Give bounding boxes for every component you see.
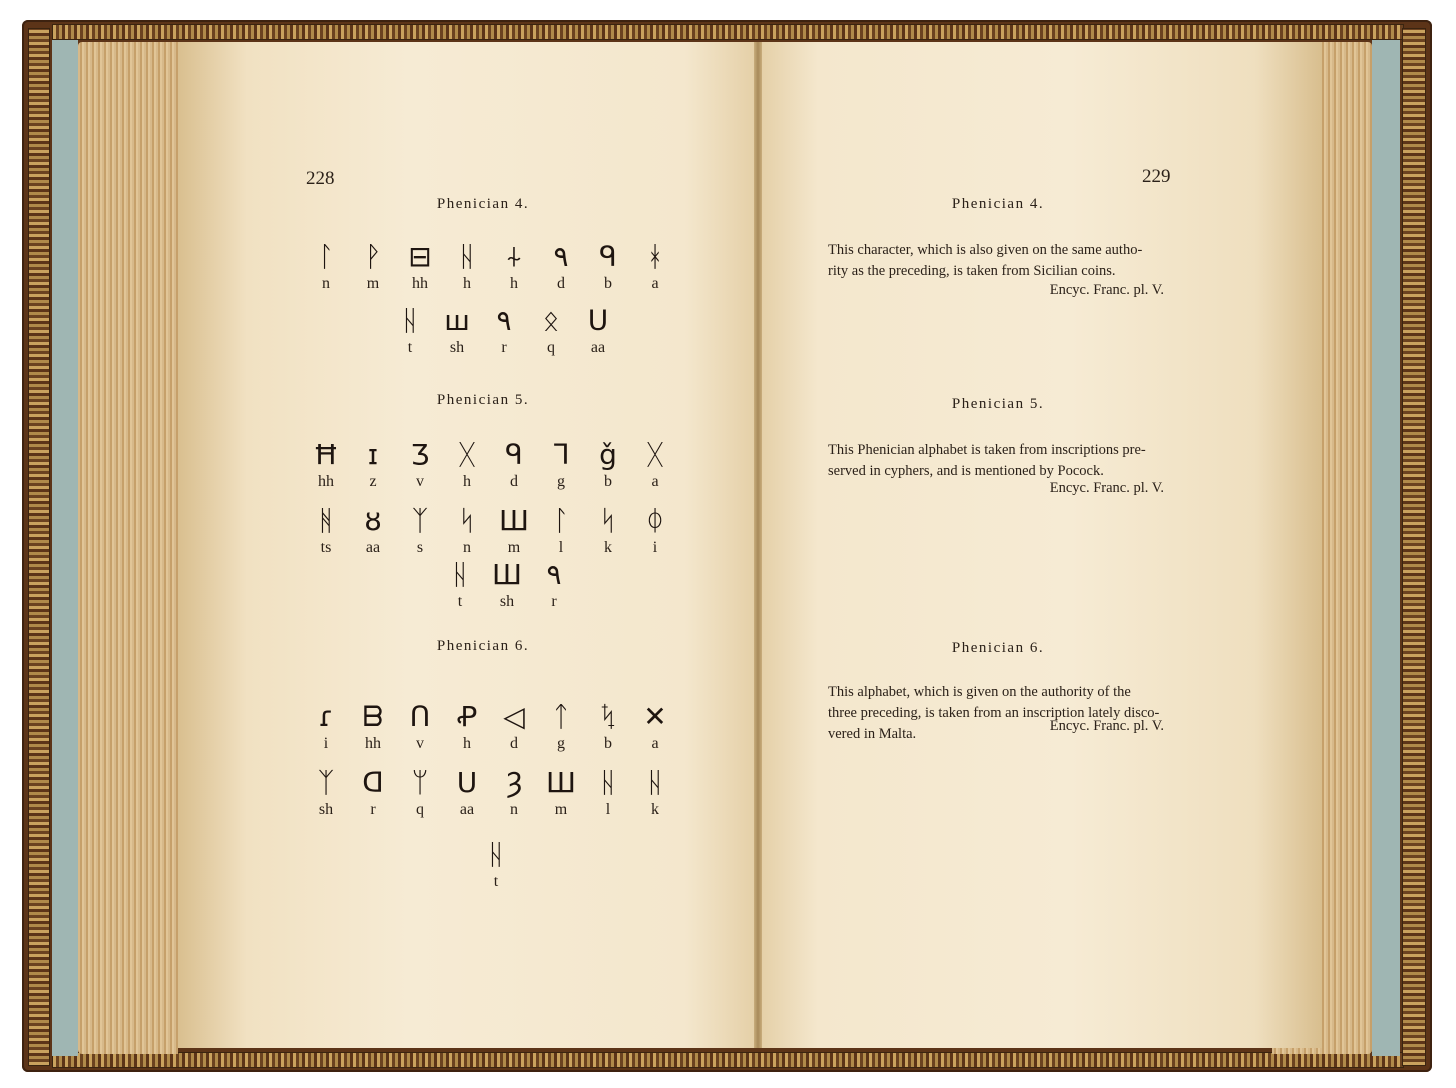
transliteration-label: k <box>604 539 612 556</box>
phenician-glyph: ◁ <box>503 700 525 733</box>
transliteration-label: i <box>652 539 658 556</box>
letter-cell <box>635 766 675 820</box>
phenician-glyph: ᛪ <box>599 700 617 733</box>
phenician-glyph: ᛉ <box>411 504 429 537</box>
page-number: 229 <box>1142 166 1171 187</box>
phenician-glyph: ᚺ <box>451 558 469 591</box>
transliteration-label: g <box>557 473 565 490</box>
letter-cell <box>588 700 628 754</box>
phenician-glyph: ᗷ <box>362 700 384 733</box>
phenician-glyph: ᛏ <box>552 700 570 733</box>
transliteration-label: n <box>322 275 330 292</box>
book-gutter <box>754 42 762 1048</box>
phenician-glyph: ᚺ <box>458 240 476 273</box>
letter-cell <box>306 240 346 294</box>
citation: Encyc. Franc. pl. V. <box>1049 718 1164 734</box>
transliteration-label: i <box>323 735 329 752</box>
letter-cell <box>447 240 487 294</box>
letter-cell <box>353 700 393 754</box>
transliteration-label: r <box>501 339 507 356</box>
letter-cell <box>400 700 440 754</box>
text-line: vered in Malta. <box>828 726 917 742</box>
transliteration-label: t <box>493 873 499 890</box>
phenician-glyph: ᚷ <box>646 438 664 471</box>
description-paragraph <box>828 240 1164 282</box>
phenician-glyph: ٩ <box>546 558 562 591</box>
transliteration-label: g <box>557 735 565 752</box>
transliteration-label: t <box>457 593 463 610</box>
transliteration-label: b <box>604 275 612 292</box>
phenician-glyph: ᑌ <box>587 304 609 337</box>
text-line: served in cyphers, and is mentioned by Pocock. <box>828 463 1104 479</box>
text-line: This character, which is also given on the same autho- <box>828 242 1143 258</box>
phenician-glyph: Ħ <box>313 438 339 471</box>
transliteration-label: d <box>557 275 565 292</box>
letter-cell <box>353 504 393 558</box>
letter-cell <box>635 438 675 492</box>
section-title: Phenician 6. <box>951 640 1045 656</box>
transliteration-label: m <box>366 275 380 292</box>
transliteration-label: hh <box>412 275 428 292</box>
section-title: Phenician 5. <box>951 396 1045 412</box>
letter-cell <box>447 504 487 558</box>
phenician-glyph: ȣ <box>364 504 382 537</box>
phenician-glyph: ᚺ <box>487 838 505 871</box>
phenician-glyph: ᚻ <box>317 504 335 537</box>
letter-cell <box>353 438 393 492</box>
transliteration-label: h <box>463 473 471 490</box>
transliteration-label: aa <box>590 339 606 356</box>
pastedown-right <box>1372 40 1400 1056</box>
text-line: three preceding, is taken from an inscription lately disco- <box>828 705 1160 721</box>
pastedown-left <box>52 40 78 1056</box>
transliteration-label: l <box>558 539 564 556</box>
right-page <box>762 42 1322 1048</box>
phenician-glyph: U <box>456 766 478 799</box>
letter-cell <box>400 504 440 558</box>
letter-cell <box>437 304 477 358</box>
section-title: Phenician 5. <box>436 392 530 408</box>
left-page <box>178 42 754 1048</box>
phenician-glyph: ᚹ <box>364 240 382 273</box>
phenician-glyph: ᒣ <box>552 438 570 471</box>
transliteration-label: v <box>416 473 424 490</box>
letter-cell <box>494 240 534 294</box>
letter-cell <box>635 504 675 558</box>
phenician-glyph: ᛚ <box>552 504 570 537</box>
letter-cell <box>484 304 524 358</box>
transliteration-label: h <box>510 275 518 292</box>
phenician-glyph: ٩ <box>496 304 512 337</box>
greek-key-border-top <box>52 24 1404 40</box>
letter-cell <box>476 838 516 892</box>
letter-cell <box>487 558 527 612</box>
text-line: rity as the preceding, is taken from Sicilian coins. <box>828 263 1116 279</box>
letter-cell <box>306 438 346 492</box>
phenician-glyph: Ш <box>492 558 522 591</box>
letter-cell <box>494 766 534 820</box>
citation: Encyc. Franc. pl. V. <box>1049 282 1164 298</box>
letter-cell <box>635 240 675 294</box>
description-paragraph <box>828 440 1164 482</box>
transliteration-label: n <box>510 801 518 818</box>
phenician-glyph: ᛉ <box>317 766 335 799</box>
phenician-glyph: ᑫ <box>505 438 523 471</box>
section-title: Phenician 6. <box>436 638 530 654</box>
letter-cell <box>353 766 393 820</box>
transliteration-label: q <box>416 801 424 818</box>
phenician-glyph: ⍭ <box>505 240 523 273</box>
transliteration-label: sh <box>449 339 465 356</box>
phenician-glyph: ɪ <box>367 438 379 471</box>
transliteration-label: k <box>651 801 659 818</box>
letter-cell <box>534 558 574 612</box>
phenician-glyph: ✕ <box>643 700 667 733</box>
transliteration-label: sh <box>499 593 515 610</box>
letter-cell <box>353 240 393 294</box>
transliteration-label: hh <box>318 473 334 490</box>
letter-cell <box>306 504 346 558</box>
letter-cell <box>541 438 581 492</box>
letter-cell <box>400 438 440 492</box>
greek-key-border-bottom <box>52 1052 1404 1068</box>
phenician-glyph: ᚷ <box>458 438 476 471</box>
letter-cell <box>494 700 534 754</box>
transliteration-label: t <box>407 339 413 356</box>
phenician-glyph: ᛟ <box>542 304 560 337</box>
phenician-glyph: ᚼ <box>646 240 664 273</box>
phenician-glyph: ٩ <box>553 240 569 273</box>
letter-cell <box>531 304 571 358</box>
letter-cell <box>390 304 430 358</box>
section-title: Phenician 4. <box>436 196 530 212</box>
phenician-glyph: Ш <box>546 766 576 799</box>
transliteration-label: r <box>551 593 557 610</box>
section-title: Phenician 4. <box>951 196 1045 212</box>
letter-cell <box>541 766 581 820</box>
book-cover <box>22 20 1432 1072</box>
letter-cell <box>588 438 628 492</box>
phenician-glyph: ⊟ <box>408 240 432 273</box>
letter-cell <box>306 766 346 820</box>
letter-cell <box>578 304 618 358</box>
phenician-glyph: ǧ <box>599 438 617 471</box>
letter-cell <box>635 700 675 754</box>
transliteration-label: hh <box>365 735 381 752</box>
transliteration-label: v <box>416 735 424 752</box>
phenician-glyph: ᚺ <box>646 766 664 799</box>
transliteration-label: b <box>604 473 612 490</box>
phenician-glyph: ᛋ <box>599 504 617 537</box>
description-paragraph <box>828 682 1164 745</box>
letter-cell <box>447 438 487 492</box>
transliteration-label: r <box>370 801 376 818</box>
text-line: This alphabet, which is given on the authority of the <box>828 684 1131 700</box>
greek-key-border-left <box>28 28 50 1066</box>
letter-cell <box>494 504 534 558</box>
phenician-glyph: ᛘ <box>411 766 429 799</box>
letter-cell <box>541 700 581 754</box>
transliteration-label: sh <box>318 801 334 818</box>
transliteration-label: z <box>369 473 377 490</box>
transliteration-label: n <box>463 539 471 556</box>
letter-cell <box>447 766 487 820</box>
letter-cell <box>440 558 480 612</box>
transliteration-label: q <box>547 339 555 356</box>
transliteration-label: s <box>416 539 424 556</box>
letter-cell <box>400 240 440 294</box>
phenician-glyph: ᑫ <box>599 240 617 273</box>
page-edges-left <box>78 42 178 1054</box>
phenician-glyph: Ʒ <box>410 438 430 471</box>
letter-cell <box>541 240 581 294</box>
phenician-glyph: ᛰ <box>646 504 664 537</box>
phenician-glyph: ᗡ <box>362 766 384 799</box>
transliteration-label: m <box>554 801 568 818</box>
phenician-glyph: ᚺ <box>599 766 617 799</box>
phenician-glyph: ᑎ <box>409 700 431 733</box>
transliteration-label: a <box>651 275 659 292</box>
transliteration-label: b <box>604 735 612 752</box>
transliteration-label: aa <box>459 801 475 818</box>
transliteration-label: d <box>510 473 518 490</box>
phenician-glyph: ᛋ <box>458 504 476 537</box>
phenician-glyph: ᚺ <box>401 304 419 337</box>
letter-cell <box>541 504 581 558</box>
transliteration-label: h <box>463 735 471 752</box>
letter-cell <box>447 700 487 754</box>
phenician-glyph: Ш <box>499 504 529 537</box>
letter-cell <box>588 240 628 294</box>
text-line: This Phenician alphabet is taken from inscriptions pre- <box>828 442 1146 458</box>
greek-key-border-right <box>1402 28 1426 1066</box>
phenician-glyph: Ȝ <box>505 766 523 799</box>
transliteration-label: a <box>651 735 659 752</box>
transliteration-label: d <box>510 735 518 752</box>
transliteration-label: m <box>507 539 521 556</box>
transliteration-label: a <box>651 473 659 490</box>
phenician-glyph: ɾ <box>318 700 334 733</box>
letter-cell <box>588 504 628 558</box>
transliteration-label: l <box>605 801 611 818</box>
phenician-glyph: Ꝓ <box>456 700 478 733</box>
phenician-glyph: ᛚ <box>317 240 335 273</box>
page-number: 228 <box>306 168 335 189</box>
transliteration-label: aa <box>365 539 381 556</box>
citation: Encyc. Franc. pl. V. <box>1049 480 1164 496</box>
letter-cell <box>588 766 628 820</box>
transliteration-label: h <box>463 275 471 292</box>
letter-cell <box>494 438 534 492</box>
letter-cell <box>306 700 346 754</box>
transliteration-label: ts <box>320 539 332 556</box>
letter-cell <box>400 766 440 820</box>
phenician-glyph: ш <box>444 304 470 337</box>
